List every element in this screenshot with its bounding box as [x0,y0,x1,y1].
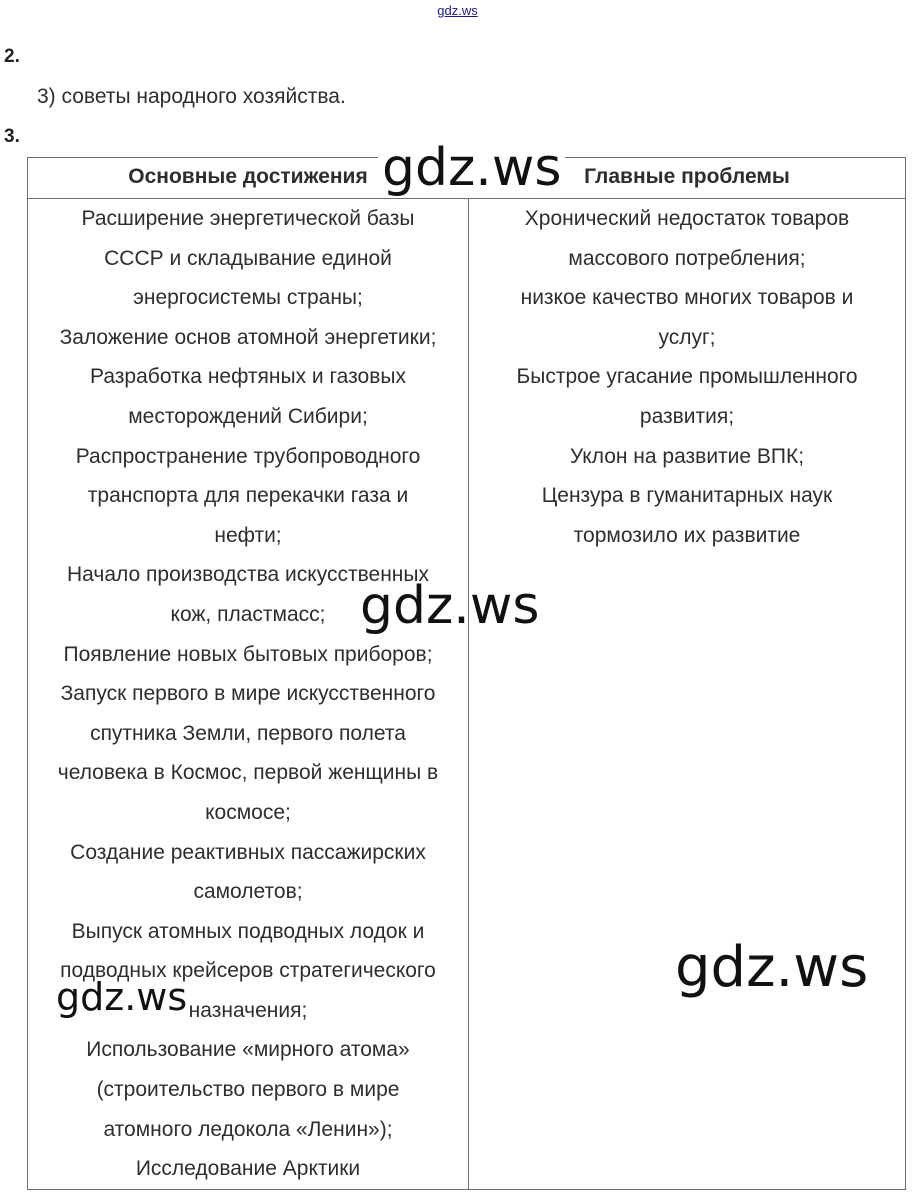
cell-line: самолетов; [193,880,303,904]
cell-line: Хронический недостаток товаров [524,207,850,230]
cell-line: Использование «мирного атома» [86,1038,410,1062]
question-2-number: 2. [4,46,20,67]
table-row [28,199,906,1190]
cell-line: Создание реактивных пассажирских [70,840,426,864]
site-link[interactable]: gdz.ws [437,3,478,18]
cell-line: Уклон на развитие ВПК; [569,444,805,468]
cell-line: нефти; [214,523,282,547]
cell-line: Появление новых бытовых приборов; [63,642,433,666]
cell-line: Выпуск атомных подводных лодок и [71,919,425,943]
cell-line: Разработка нефтяных и газовых [90,365,406,389]
cell-line: месторождений Сибири; [128,404,368,428]
achievements-cell [28,199,469,1190]
cell-line: Начало производства искусственных [67,563,429,587]
cell-line: массового потребления; [568,246,806,270]
cell-line: подводных крейсеров стратегического [60,959,436,983]
watermark: gdz.ws [360,576,540,636]
cell-line: спутника Земли, первого полета [90,721,406,745]
cell-line: Запуск первого в мире искусственного [60,682,436,706]
cell-line: Цензура в гуманитарных наук [541,484,833,508]
cell-line: назначения; [188,998,308,1022]
cell-line: Исследование Арктики [135,1157,361,1181]
header-achievements: Основные достижения [28,158,469,199]
cell-line: развития; [639,404,735,428]
cell-line: Заложение основ атомной энергетики; [59,325,437,349]
cell-line: человека в Космос, первой женщины в [57,761,439,785]
question-2-answer: 3) советы народного хозяйства. [37,85,346,108]
cell-line: атомного ледокола «Ленин»); [103,1117,393,1141]
watermark: gdz.ws [378,138,565,198]
cell-line: Распространение трубопроводного [75,444,421,468]
cell-line: Быстрое угасание промышленного [516,365,858,389]
comparison-table [27,157,906,1190]
cell-line: транспорта для перекачки газа и [87,484,409,508]
question-3-number: 3. [4,126,20,147]
cell-line: Расширение энергетической базы [81,207,415,230]
watermark: gdz.ws [675,935,869,1000]
cell-line: кож, пластмасс; [170,602,326,626]
cell-line: космосе; [205,800,291,824]
problems-cell [469,199,906,1190]
cell-line: тормозило их развитие [573,523,801,547]
cell-line: энергосистемы страны; [133,286,363,310]
header-problems: Главные проблемы [469,158,906,199]
watermark: gdz.ws [56,975,188,1019]
cell-line: низкое качество многих товаров и [520,286,854,310]
cell-line: услуг; [658,325,716,349]
cell-line: (строительство первого в мире [96,1078,400,1102]
cell-line: СССР и складывание единой [104,246,392,270]
